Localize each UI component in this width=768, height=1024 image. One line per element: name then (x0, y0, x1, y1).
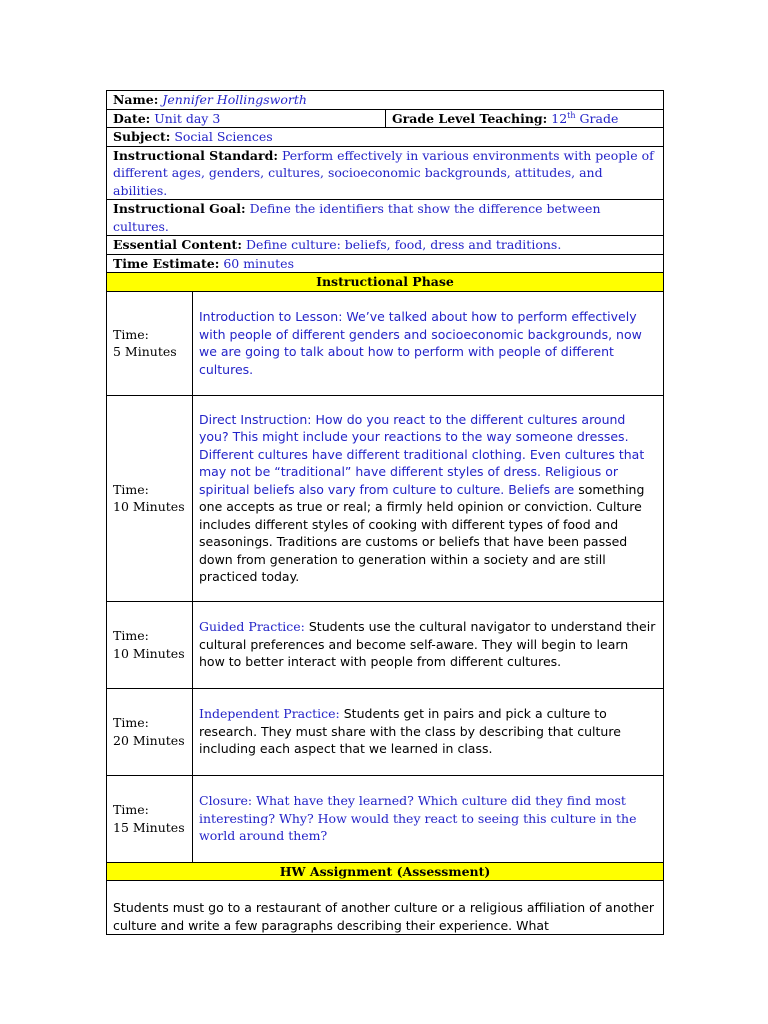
name-value: Jennifer Hollingsworth (162, 92, 307, 107)
grade-value (551, 111, 618, 126)
lesson-plan-table (106, 90, 664, 935)
time-label: Time: (113, 326, 149, 342)
subject-value: Social Sciences (174, 129, 273, 144)
phase-row (107, 688, 664, 775)
content-label: Essential Content: (113, 237, 242, 252)
phase-header-row (107, 273, 664, 292)
time-label: Time: (113, 628, 149, 643)
name-label: Name: (113, 92, 159, 107)
phase-lead: Independent Practice: (199, 706, 340, 722)
date-label: Date: (113, 110, 151, 126)
duration: 20 Minutes (113, 732, 185, 748)
time-label: Time: (113, 802, 149, 817)
hw-row (107, 881, 664, 935)
duration: 5 Minutes (113, 344, 177, 359)
phase-text: What have they learned? Which culture did they find most interesting? Why? How would they react to seeing this culture in the world around them? (199, 793, 637, 844)
subject-row (107, 128, 664, 147)
phase-lead: Direct Instruction: (199, 411, 312, 427)
phase-text-blue: How do you react to the different cultures around you? This might include your reactions to the way someone dresses. Different cultures have different traditional clothing. Even cultures that may not be “traditional” have different styles of dress. Religious or spiritual beliefs also vary from culture to culture. Beliefs are (199, 411, 645, 497)
phase-lead: Guided Practice: (199, 619, 305, 635)
time-estimate-value: 60 minutes (223, 255, 294, 271)
phase-row (107, 395, 664, 601)
date-row (107, 109, 664, 128)
phase-time (107, 688, 193, 775)
phase-row (107, 601, 664, 688)
phase-title: Instructional Phase (107, 273, 664, 292)
phase-time (107, 395, 193, 601)
name-row (107, 91, 664, 110)
grade-number: 12 (551, 110, 568, 126)
goal-value: Define the identifiers that show the difference between cultures. (113, 201, 601, 234)
time-estimate-row (107, 254, 664, 273)
goal-label: Instructional Goal: (113, 201, 246, 216)
hw-title: HW Assignment (Assessment) (107, 862, 664, 881)
phase-time (107, 291, 193, 395)
subject-label: Subject: (113, 129, 171, 144)
grade-suffix: th (567, 110, 576, 120)
duration: 10 Minutes (113, 499, 185, 514)
content-value: Define culture: beliefs, food, dress and traditions. (245, 237, 562, 252)
phase-text: We’ve talked about how to perform effectively with people of different genders and socioeconomic backgrounds, now we are going to talk about how to perform with people of different cultures. (199, 309, 642, 377)
duration: 10 Minutes (113, 645, 185, 661)
phase-time (107, 775, 193, 862)
content-row (107, 236, 664, 255)
standard-row (107, 146, 664, 200)
phase-row (107, 291, 664, 395)
phase-time (107, 601, 193, 688)
time-label: Time: (113, 481, 149, 497)
phase-text: Students use the cultural navigator to understand their cultural preferences and become self-aware. They will begin to learn how to better interact with people from different cultures. (199, 619, 656, 670)
grade-word: Grade (579, 110, 619, 126)
phase-lead: Closure: (199, 793, 253, 809)
grade-label: Grade Level Teaching: (392, 110, 548, 126)
time-estimate-label: Time Estimate: (113, 255, 220, 271)
phase-text: Students get in pairs and pick a culture to research. They must share with the class by describing that culture including each aspect that we learned in class. (199, 706, 621, 757)
hw-header-row (107, 862, 664, 881)
date-value: Unit day 3 (154, 110, 221, 126)
goal-row (107, 200, 664, 236)
phase-row (107, 775, 664, 862)
duration: 15 Minutes (113, 819, 185, 835)
phase-lead: Introduction to Lesson: (199, 309, 343, 324)
standard-value: Perform effectively in various environments with people of different ages, genders, cultures, socioeconomic backgrounds, attitudes, and abilities. (113, 147, 654, 198)
hw-text: Students must go to a restaurant of another culture or a religious affiliation of another culture and write a few paragraphs describing their experience. What (107, 881, 664, 935)
time-label: Time: (113, 715, 149, 730)
phase-text-black: something one accepts as true or real; a firmly held opinion or conviction. Culture includes different styles of cooking with different types of food and seasonings. Traditions are customs or beliefs that have been passed down from generation to generation within a society and are still practiced today. (199, 481, 645, 584)
standard-label: Instructional Standard: (113, 147, 278, 163)
